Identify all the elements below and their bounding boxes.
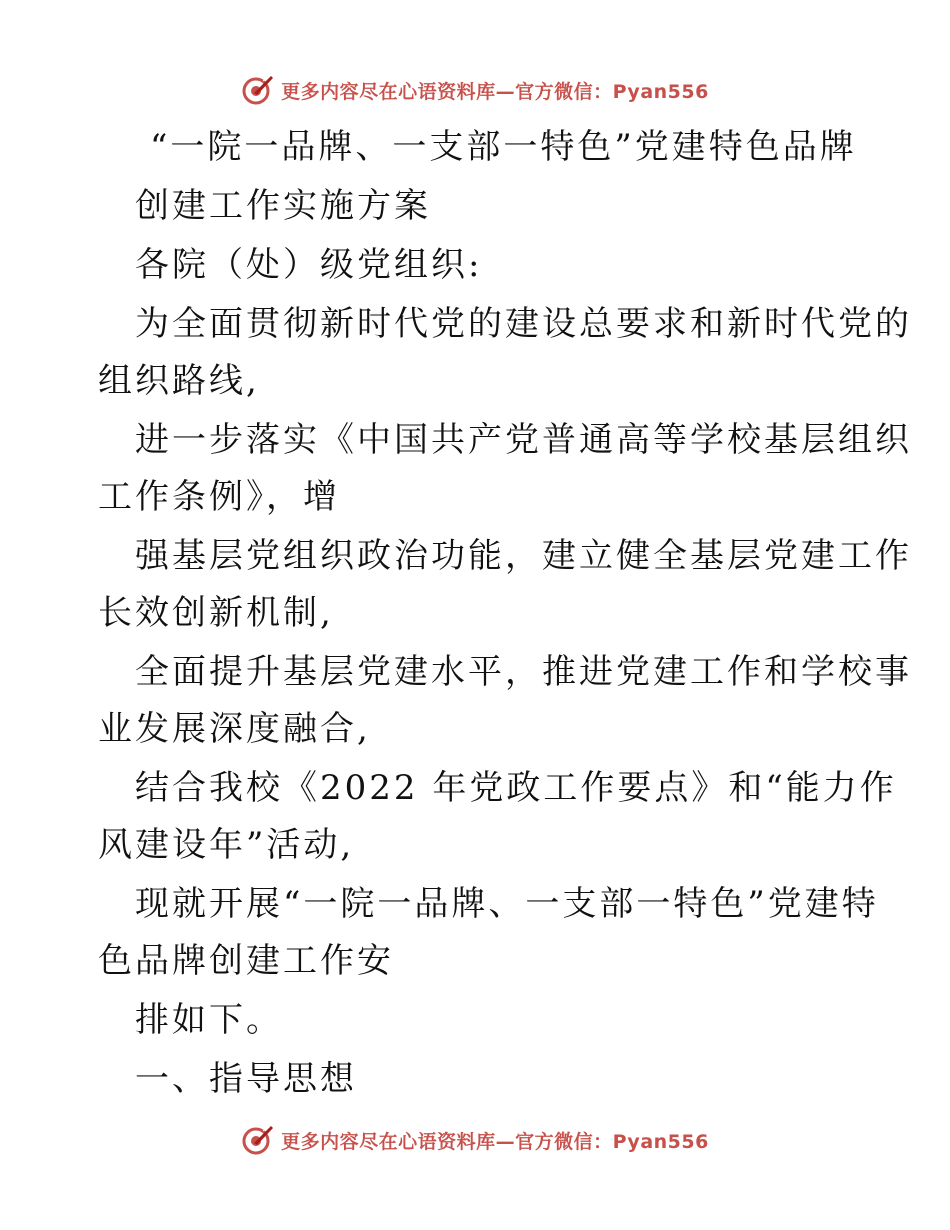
header-banner-text: 更多内容尽在心语资料库—官方微信：Pyan556: [281, 80, 709, 103]
section-1-heading: 一、指导思想: [135, 1059, 357, 1099]
paragraph-4-line-2: 业发展深度融合,: [98, 709, 371, 749]
paragraph-4-line-1: 全面提升基层党建水平，推进党建工作和学校事: [135, 652, 912, 692]
paragraph-6-line-1: 现就开展“一院一品牌、一支部一特色”党建特: [135, 884, 879, 924]
footer-banner: [0, 1120, 950, 1160]
salutation: 各院（处）级党组织:: [135, 245, 483, 285]
paragraph-5-line-2: 风建设年”活动,: [98, 825, 355, 865]
paragraph-3-line-2: 长效创新机制,: [98, 593, 334, 633]
quill-logo-icon: [241, 1123, 275, 1157]
footer-banner-text: 更多内容尽在心语资料库—官方微信：Pyan556: [281, 1130, 709, 1153]
paragraph-3-line-1: 强基层党组织政治功能，建立健全基层党建工作: [135, 536, 912, 576]
paragraph-5-line-1: 结合我校《2022 年党政工作要点》和“能力作: [135, 768, 897, 808]
paragraph-6-line-2: 色品牌创建工作安: [98, 941, 394, 981]
paragraph-7-line-1: 排如下。: [135, 1000, 283, 1040]
title-line-1: “一院一品牌、一支部一特色”党建特色品牌: [150, 127, 857, 167]
paragraph-1-line-2: 组织路线,: [98, 361, 260, 401]
paragraph-2-line-1: 进一步落实《中国共产党普通高等学校基层组织: [135, 420, 912, 460]
title-line-2: 创建工作实施方案: [135, 186, 431, 226]
paragraph-2-line-2: 工作条例》，增: [98, 477, 340, 517]
paragraph-1-line-1: 为全面贯彻新时代党的建设总要求和新时代党的: [135, 304, 912, 344]
